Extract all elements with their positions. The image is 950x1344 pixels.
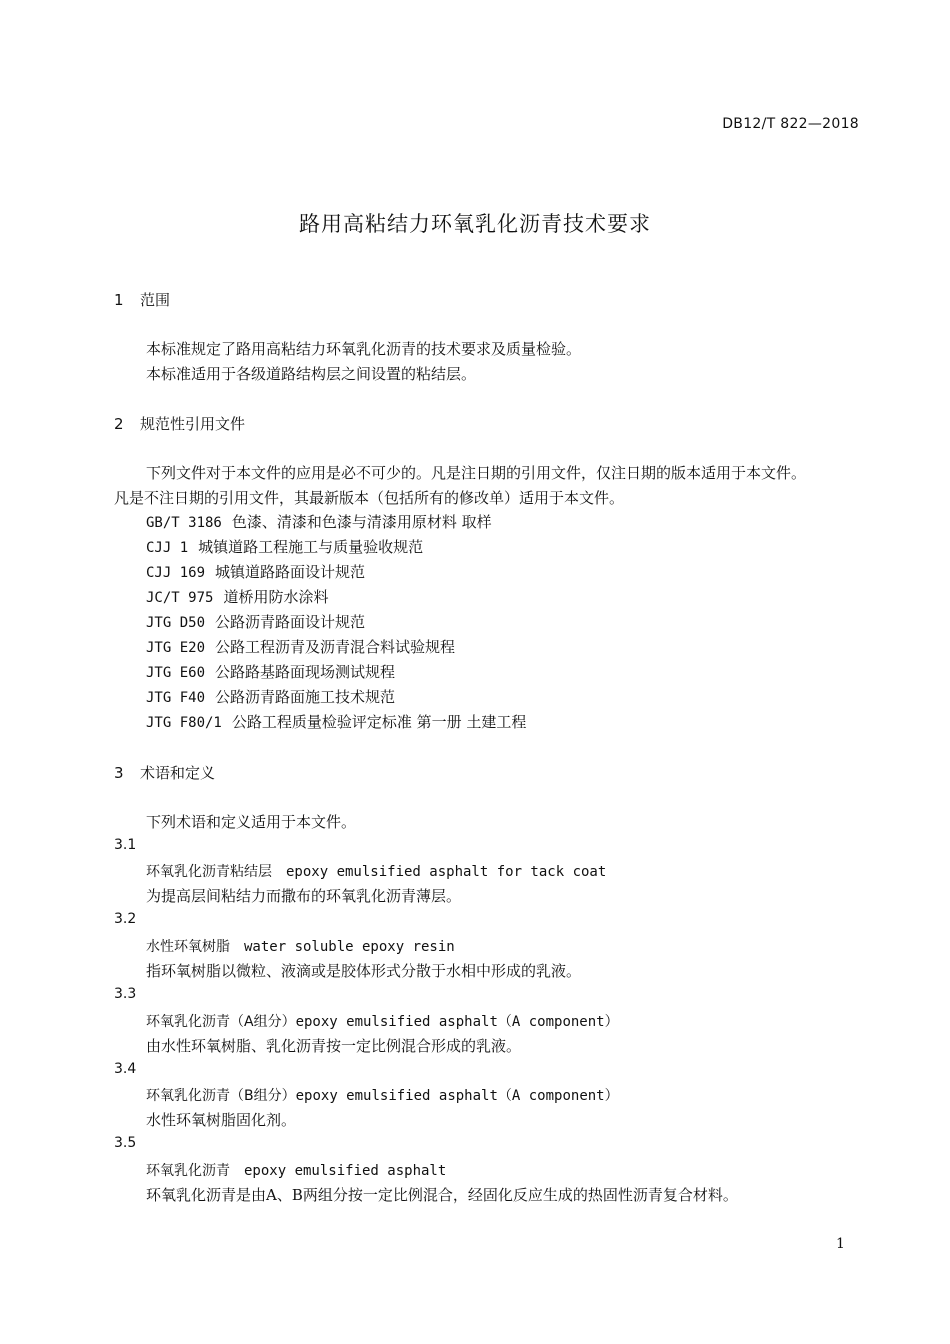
reference-item [146, 511, 492, 532]
reference-code: CJJ 1 [146, 540, 189, 556]
section-number: 1 [114, 291, 124, 309]
reference-code: JTG E20 [146, 640, 206, 656]
term-heading [146, 936, 455, 956]
reference-code: JTG F40 [146, 690, 206, 706]
section-title: 规范性引用文件 [140, 415, 246, 433]
reference-item [146, 536, 423, 557]
page-title: 路用高粘结力环氧乳化沥青技术要求 [299, 212, 651, 236]
term-zh: 环氧乳化沥青 [146, 1163, 230, 1179]
section-title: 范围 [140, 291, 171, 309]
scope-paragraph: 本标准适用于各级道路结构层之间设置的粘结层。 [146, 365, 477, 383]
term-number: 3.1 [114, 837, 137, 853]
term-number: 3.5 [114, 1135, 137, 1151]
term-number: 3.4 [114, 1061, 137, 1077]
reference-code: JTG E60 [146, 665, 206, 681]
term-zh: 环氧乳化沥青粘结层 [146, 864, 272, 880]
term-definition: 水性环氧树脂固化剂。 [146, 1111, 297, 1129]
reference-title: 公路沥青路面设计规范 [215, 613, 366, 631]
term-definition: 由水性环氧树脂、乳化沥青按一定比例混合形成的乳液。 [146, 1037, 522, 1055]
reference-code: JTG D50 [146, 615, 206, 631]
term-zh: 环氧乳化沥青（B组分） [146, 1088, 296, 1104]
term-en: epoxy emulsified asphalt for tack coat [286, 864, 607, 880]
term-heading [146, 1160, 446, 1180]
reference-code: CJJ 169 [146, 565, 206, 581]
section-title: 术语和定义 [140, 764, 216, 782]
reference-item [146, 686, 395, 707]
term-en: epoxy emulsified asphalt（A component） [295, 1014, 619, 1030]
scope-paragraph: 本标准规定了路用高粘结力环氧乳化沥青的技术要求及质量检验。 [146, 340, 582, 358]
reference-item [146, 561, 365, 582]
terms-intro: 下列术语和定义适用于本文件。 [146, 813, 357, 831]
reference-title: 城镇道路工程施工与质量验收规范 [198, 538, 424, 556]
term-definition: 指环氧树脂以微粒、液滴或是胶体形式分散于水相中形成的乳液。 [146, 962, 582, 980]
term-definition: 环氧乳化沥青是由A、B两组分按一定比例混合，经固化反应生成的热固性沥青复合材料。 [146, 1186, 738, 1204]
section-number: 2 [114, 415, 124, 433]
section-heading-references [114, 413, 245, 434]
term-zh: 环氧乳化沥青（A组分） [146, 1014, 296, 1030]
references-intro-line: 下列文件对于本文件的应用是必不可少的。凡是注日期的引用文件，仅注日期的版本适用于本文件。 [146, 464, 807, 482]
section-heading-terms [114, 762, 215, 783]
term-heading [146, 1011, 619, 1031]
reference-item [146, 611, 365, 632]
term-number: 3.3 [114, 986, 137, 1002]
reference-title: 公路工程质量检验评定标准 第一册 土建工程 [231, 713, 527, 731]
reference-title: 城镇道路路面设计规范 [215, 563, 366, 581]
reference-title: 公路工程沥青及沥青混合料试验规程 [215, 638, 456, 656]
section-heading-scope [114, 289, 170, 310]
reference-title: 公路路基路面现场测试规程 [215, 663, 396, 681]
term-number: 3.2 [114, 911, 137, 927]
term-en: epoxy emulsified asphalt [244, 1163, 447, 1179]
reference-item [146, 711, 526, 732]
reference-title: 公路沥青路面施工技术规范 [215, 688, 396, 706]
reference-code: JC/T 975 [146, 590, 214, 606]
reference-code: GB/T 3186 [146, 515, 222, 531]
term-en: water soluble epoxy resin [244, 939, 455, 955]
reference-item [146, 636, 455, 657]
section-number: 3 [114, 764, 124, 782]
reference-item [146, 586, 328, 607]
term-zh: 水性环氧树脂 [146, 939, 230, 955]
reference-title: 道桥用防水涂料 [223, 588, 329, 606]
term-definition: 为提高层间粘结力而撒布的环氧乳化沥青薄层。 [146, 887, 462, 905]
document-number: DB12/T 822—2018 [722, 116, 859, 132]
references-intro-line: 凡是不注日期的引用文件，其最新版本（包括所有的修改单）适用于本文件。 [114, 489, 625, 507]
term-en: epoxy emulsified asphalt（A component） [295, 1088, 619, 1104]
reference-item [146, 661, 395, 682]
reference-title: 色漆、清漆和色漆与清漆用原材料 取样 [231, 513, 492, 531]
term-heading [146, 861, 606, 881]
page-number: 1 [836, 1236, 845, 1252]
reference-code: JTG F80/1 [146, 715, 222, 731]
term-heading [146, 1085, 619, 1105]
